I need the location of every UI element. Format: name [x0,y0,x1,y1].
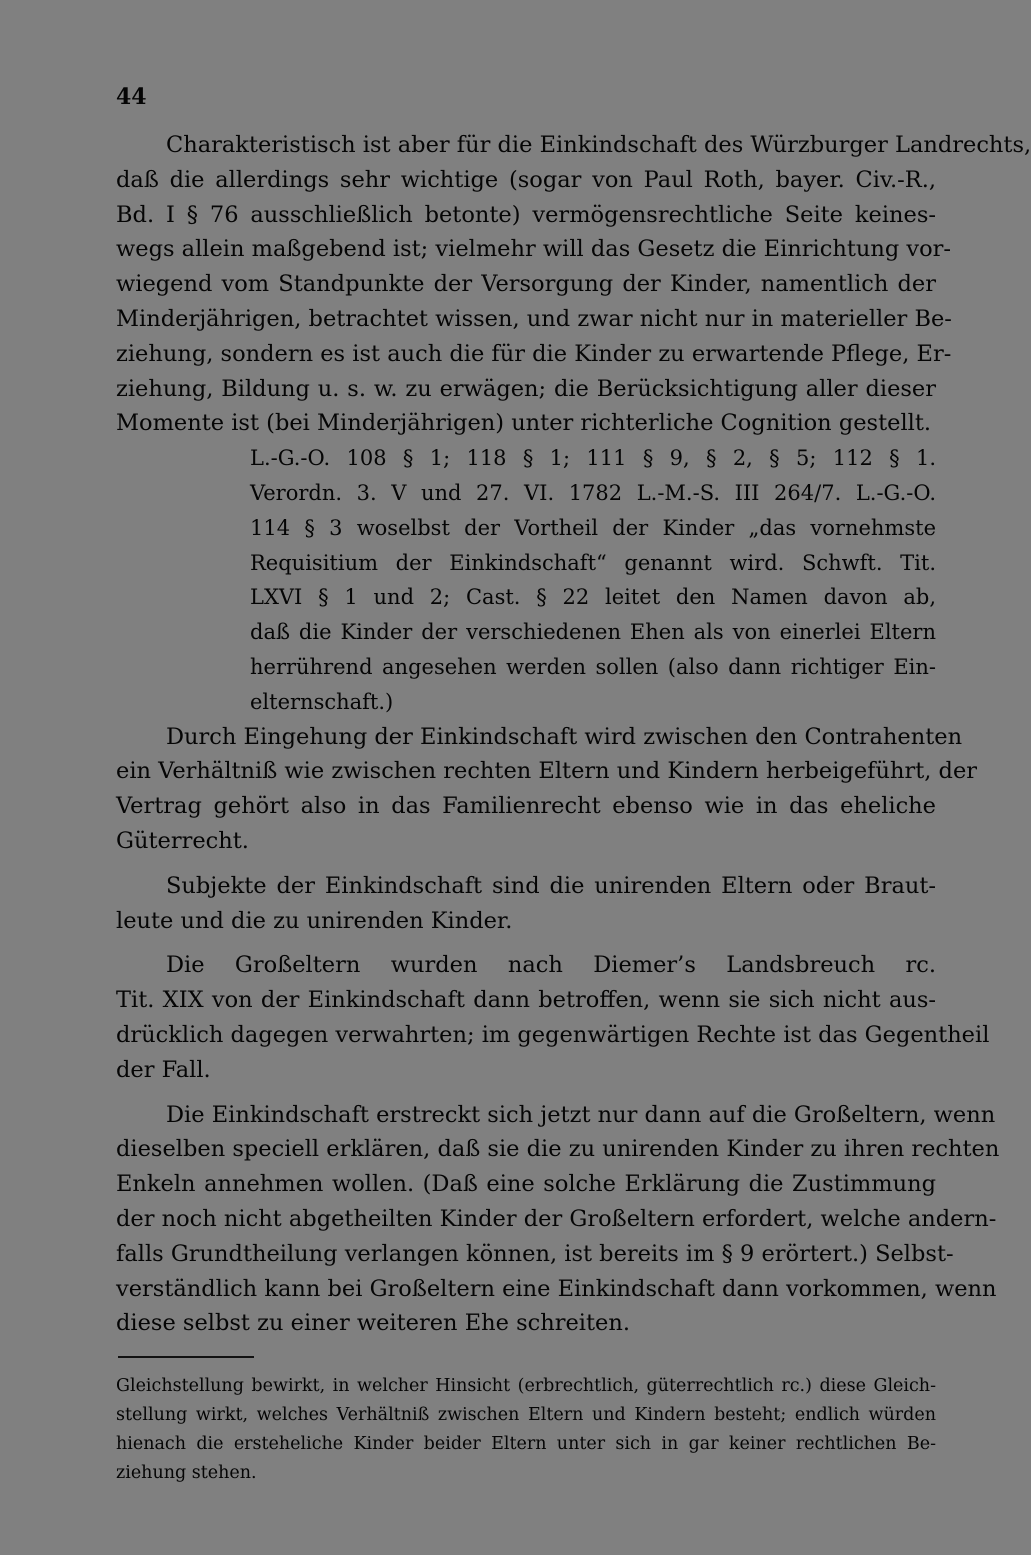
text-line: Enkeln annehmen wollen. (Daß eine solche Erklärung die Zustimmung [116,1171,936,1198]
citation-line: herrührend angesehen werden sollen (also dann richtiger Ein- [250,654,936,679]
citation-line: Verordn. 3. V und 27. VI. 1782 L.-M.-S. III 264/7. L.-G.-O. [250,480,936,505]
page-number: 44 [116,84,147,110]
citation-line: elternschaft.) [250,689,394,714]
footnote-line: ziehung stehen. [116,1463,257,1483]
text-line: Minderjährigen, betrachtet wissen, und zwar nicht nur in materieller Be- [116,305,952,332]
citation-line: LXVI § 1 und 2; Cast. § 22 leitet den Namen davon ab, [250,585,936,610]
text-line: wiegend vom Standpunkte der Versorgung der Kinder, namentlich der [116,271,936,298]
text-line: verständlich kann bei Großeltern eine Einkindschaft dann vorkommen, wenn [116,1275,997,1302]
text-line: ein Verhältniß wie zwischen rechten Eltern und Kindern herbeigeführt, der [116,758,978,785]
text-line: ziehung, Bildung u. s. w. zu erwägen; die Berücksichtigung aller dieser [116,375,936,402]
footnote-separator [118,1356,254,1358]
paragraph-1 [116,128,1031,441]
paragraph-3 [116,869,936,939]
citation-line: 114 § 3 woselbst der Vortheil der Kinder „das vornehmste [250,515,936,540]
text-line: drücklich dagegen verwahrten; im gegenwärtigen Rechte ist das Gegentheil [116,1021,990,1048]
footnote-line: Gleichstellung bewirkt, in welcher Hinsicht (erbrechtlich, güterrechtlich rc.) diese Gleich- [116,1376,936,1396]
text-line: Bd. I § 76 ausschließlich betonte) vermögensrechtliche Seite keines- [116,201,936,228]
footnote-line: hienach die ersteheliche Kinder beider Eltern unter sich in gar keiner rechtlichen Be- [116,1434,936,1454]
paragraph-4 [116,948,990,1087]
text-line: der Fall. [116,1056,211,1083]
footnote-line: stellung wirkt, welches Verhältniß zwischen Eltern und Kindern besteht; endlich würden [116,1405,936,1425]
citation-line: Requisitium der Einkindschaft“ genannt wird. Schwft. Tit. [250,550,936,575]
text-line: daß die allerdings sehr wichtige (sogar von Paul Roth, bayer. Civ.-R., [116,166,936,193]
text-line: Die Einkindschaft erstreckt sich jetzt nur dann auf die Großeltern, wenn [166,1101,996,1128]
citation-line: daß die Kinder der verschiedenen Ehen als von einerlei Eltern [250,620,936,645]
text-line: wegs allein maßgebend ist; vielmehr will das Gesetz die Einrichtung vor- [116,236,952,263]
paragraph-5 [116,1098,1000,1342]
citation-block [116,441,936,719]
text-line: Die Großeltern wurden nach Diemer’s Landsbreuch rc. [166,952,936,979]
text-line: Momente ist (bei Minderjährigen) unter richterliche Cognition gestellt. [116,410,932,437]
text-line: falls Grundtheilung verlangen können, ist bereits im § 9 erörtert.) Selbst- [116,1240,954,1267]
text-line: der noch nicht abgetheilten Kinder der Großeltern erfordert, welche andern- [116,1205,997,1232]
text-line: Tit. XIX von der Einkindschaft dann betroffen, wenn sie sich nicht aus- [116,987,936,1014]
text-line: diese selbst zu einer weiteren Ehe schreiten. [116,1310,630,1337]
text-line: Güterrecht. [116,827,249,854]
footnote [116,1372,936,1488]
text-line: dieselben speciell erklären, daß sie die zu unirenden Kinder zu ihren rechten [116,1136,1000,1163]
text-line: ziehung, sondern es ist auch die für die Kinder zu erwartende Pflege, Er- [116,340,952,367]
text-line: Vertrag gehört also in das Familienrecht ebenso wie in das eheliche [116,793,936,820]
main-text [116,128,1031,1341]
text-line: Durch Eingehung der Einkindschaft wird zwischen den Contrahenten [166,723,963,750]
citation-line: L.-G.-O. 108 § 1; 118 § 1; 111 § 9, § 2, § 5; 112 § 1. [250,446,936,471]
text-line: Charakteristisch ist aber für die Einkindschaft des Würzburger Landrechts, [166,132,1031,158]
text-line: Subjekte der Einkindschaft sind die unirenden Eltern oder Braut- [166,872,936,899]
text-line: leute und die zu unirenden Kinder. [116,907,513,934]
paragraph-2 [116,720,978,859]
